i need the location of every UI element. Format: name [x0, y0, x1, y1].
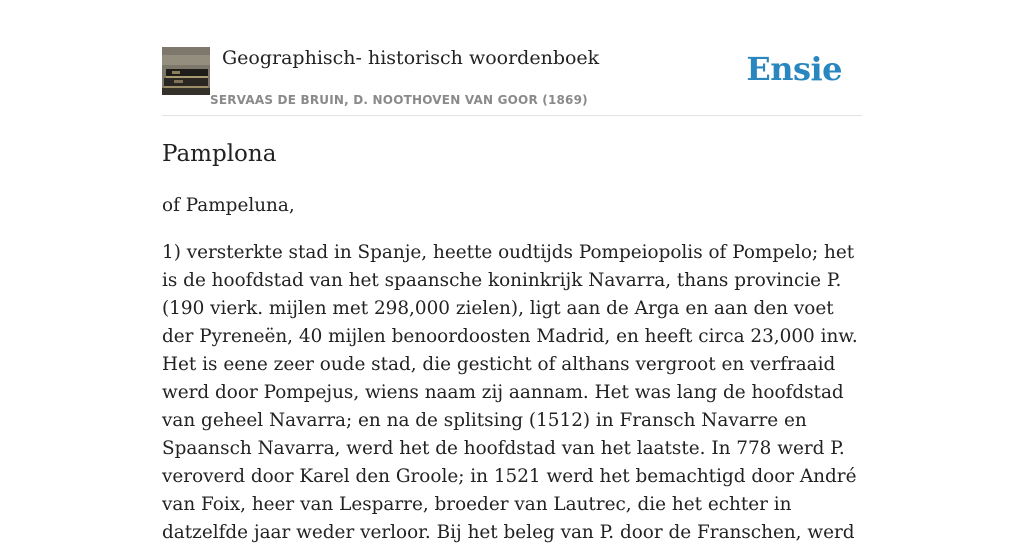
entry-paragraph: 1) versterkte stad in Spanje, heette oudtijds Pompeiopolis of Pompelo; het is de hoofdstad van het spaansche koninkrijk Navarra, thans provincie P. (190 vierk. mijlen met 298,000 zielen), ligt aan de Arga en aan den voet der Pyreneën, 40 mijlen benoordoosten Madrid, en heeft circa 23,000 inw. Het is eene zeer oude stad, die gesticht of althans vergroot en verfraaid werd door Pompejus, wiens naam zij aannam. Het was lang de hoofdstad van geheel Navarra; en na de splitsing (1512) in Fransch Navarre en Spaansch Navarra, werd het de hoofdstad van het laatste. In 778 werd P. veroverd door Karel den Groole; in 1521 werd het bemachtigd door André van Foix, heer van Lesparre, broeder van Lautrec, die het echter in datzelfde jaar weder verloor. Bij het beleg van P. door de Franschen, werd	[162, 242, 858, 543]
book-title[interactable]: Geographisch- historisch woordenboek	[222, 47, 600, 69]
book-header	[162, 46, 862, 116]
entry-title: Pamplona	[162, 141, 277, 167]
books-icon[interactable]	[162, 47, 210, 95]
entry-paragraph: of Pampeluna,	[162, 195, 295, 216]
ensie-logo[interactable]: Ensie	[746, 50, 842, 88]
book-authors: SERVAAS DE BRUIN, D. NOOTHOVEN VAN GOOR (1869)	[210, 93, 588, 107]
entry-content	[162, 138, 862, 547]
